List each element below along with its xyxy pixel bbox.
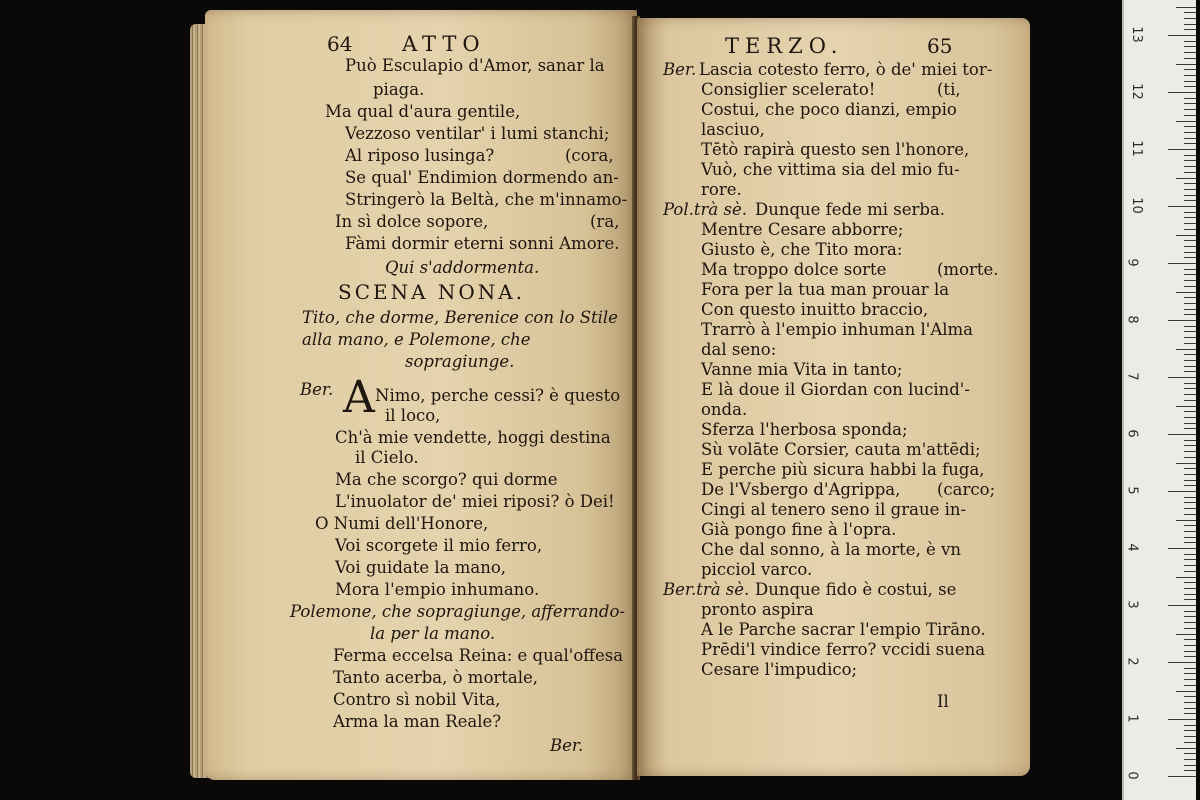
ruler-tick: [1184, 685, 1196, 686]
ruler-tick: [1184, 252, 1196, 253]
ruler-tick: [1184, 115, 1196, 116]
ruler-tick: [1184, 280, 1196, 281]
verse-line: Mentre Cesare abborre;: [701, 220, 904, 239]
ruler-tick: [1184, 400, 1196, 401]
ruler-tick: [1184, 616, 1196, 617]
verse-line: Può Esculapio d'Amor, sanar la: [345, 56, 605, 75]
scene-title: SCENA NONA.: [338, 280, 526, 304]
ruler-tick: [1184, 736, 1196, 737]
catchword: Il: [937, 692, 949, 711]
verse-line: Sferza l'herbosa sponda;: [701, 420, 908, 439]
verse-line: Fora per la tua man prouar la: [701, 280, 950, 299]
ruler-tick: [1184, 217, 1196, 218]
verse-line: Mora l'empio inhumano.: [335, 580, 540, 599]
ruler-label: 7: [1124, 372, 1140, 381]
ruler-label: 1: [1124, 714, 1140, 723]
ruler-tick: [1184, 514, 1196, 515]
ruler-tick: [1184, 286, 1196, 287]
verse-line: il loco,: [385, 406, 441, 425]
verse-line: Nimo, perche cessi? è questo: [375, 386, 621, 405]
left-page: [205, 10, 637, 780]
ruler-tick: [1184, 611, 1196, 612]
ruler-tick: [1176, 577, 1196, 578]
ruler-tick: [1168, 92, 1196, 93]
ruler-tick: [1184, 537, 1196, 538]
verse-line: Se qual' Endimion dormendo an-: [345, 168, 619, 187]
verse-line: pronto aspira: [701, 600, 814, 619]
verse-line: L'inuolator de' miei riposi? ò Dei!: [335, 492, 615, 511]
ruler-tick: [1184, 331, 1196, 332]
verse-line: lasciuo,: [701, 120, 765, 139]
ruler-tick: [1184, 12, 1196, 13]
ruler-tick: [1184, 98, 1196, 99]
ruler-tick: [1168, 491, 1196, 492]
ruler-tick: [1184, 269, 1196, 270]
ruler-tick: [1184, 651, 1196, 652]
verse-carryover: (carco;: [937, 480, 996, 499]
ruler-tick: [1184, 240, 1196, 241]
ruler-tick: [1184, 366, 1196, 367]
ruler-tick: [1176, 748, 1196, 749]
ruler-tick: [1184, 326, 1196, 327]
ruler-tick: [1176, 121, 1196, 122]
verse-line: Dunque fido è costui, se: [755, 580, 957, 599]
ruler-tick: [1184, 702, 1196, 703]
ruler-tick: [1184, 531, 1196, 532]
ruler-tick: [1184, 753, 1196, 754]
ruler-tick: [1184, 189, 1196, 190]
ruler-tick: [1184, 303, 1196, 304]
ruler-tick: [1184, 480, 1196, 481]
ruler-tick: [1184, 411, 1196, 412]
ruler-label: 12: [1128, 83, 1144, 100]
ruler-tick: [1184, 24, 1196, 25]
scene-description-line: Tito, che dorme, Berenice con lo Stile: [302, 308, 618, 327]
ruler-tick: [1184, 46, 1196, 47]
ruler-tick: [1184, 588, 1196, 589]
scene-description-line: alla mano, e Polemone, che: [302, 330, 531, 349]
stage-direction: la per la mano.: [370, 624, 496, 643]
ruler-tick: [1168, 605, 1196, 606]
verse-carryover: (ti,: [937, 80, 961, 99]
ruler-tick: [1184, 468, 1196, 469]
ruler-tick: [1184, 309, 1196, 310]
verse-line: Arma la man Reale?: [333, 712, 502, 731]
verse-line: Cingi al tenero seno il graue in-: [701, 500, 967, 519]
ruler-tick: [1184, 41, 1196, 42]
ruler-tick: [1184, 474, 1196, 475]
ruler-tick: [1184, 75, 1196, 76]
right-page: [637, 18, 1030, 776]
verse-line: O Numi dell'Honore,: [315, 514, 489, 533]
ruler-label: 4: [1124, 543, 1140, 552]
ruler-tick: [1184, 656, 1196, 657]
left-page-header: ATTO: [402, 32, 486, 56]
ruler-label: 3: [1124, 600, 1140, 609]
ruler-tick: [1184, 554, 1196, 555]
ruler-tick: [1168, 434, 1196, 435]
ruler-tick: [1184, 52, 1196, 53]
ruler-tick: [1184, 29, 1196, 30]
ruler-tick: [1184, 594, 1196, 595]
verse-line: Voi scorgete il mio ferro,: [335, 536, 543, 555]
verse-line: Che dal sonno, à la morte, è vn: [701, 540, 962, 559]
ruler-tick: [1184, 668, 1196, 669]
ruler-tick: [1184, 274, 1196, 275]
verse-line: Contro sì nobil Vita,: [333, 690, 501, 709]
ruler-tick: [1184, 155, 1196, 156]
ruler-tick: [1184, 138, 1196, 139]
ruler-tick: [1184, 622, 1196, 623]
stage-direction: Polemone, che sopragiunge, afferrando-: [290, 602, 625, 621]
ruler-tick: [1184, 571, 1196, 572]
ruler-tick: [1176, 235, 1196, 236]
ruler-label: 10: [1128, 197, 1144, 214]
verse-carryover: (morte.: [937, 260, 999, 279]
ruler-tick: [1176, 406, 1196, 407]
stage-direction: Qui s'addormenta.: [385, 258, 540, 277]
verse-line: Stringerò la Beltà, che m'innamo-: [345, 190, 628, 209]
ruler-label: 13: [1128, 26, 1144, 43]
ruler-tick: [1176, 691, 1196, 692]
verse-line: E perche più sicura habbi la fuga,: [701, 460, 985, 479]
ruler-label: 9: [1124, 258, 1140, 267]
verse-carryover: (ra,: [590, 212, 620, 231]
ruler-tick: [1184, 565, 1196, 566]
ruler-tick: [1184, 160, 1196, 161]
ruler-tick: [1184, 713, 1196, 714]
ruler-tick: [1184, 246, 1196, 247]
verse-line: Già pongo fine à l'opra.: [701, 520, 897, 539]
ruler-tick: [1184, 257, 1196, 258]
ruler-tick: [1184, 599, 1196, 600]
ruler-tick: [1184, 297, 1196, 298]
ruler-tick: [1184, 371, 1196, 372]
verse-carryover: (cora,: [565, 146, 614, 165]
ruler-tick: [1176, 178, 1196, 179]
ruler-tick: [1184, 440, 1196, 441]
ruler-tick: [1168, 776, 1196, 777]
ruler-tick: [1184, 383, 1196, 384]
ruler-tick: [1184, 394, 1196, 395]
ruler-tick: [1184, 86, 1196, 87]
verse-line: onda.: [701, 400, 748, 419]
ruler-tick: [1184, 485, 1196, 486]
right-page-header: TERZO.: [725, 34, 844, 58]
ruler-tick: [1184, 770, 1196, 771]
ruler-tick: [1184, 18, 1196, 19]
ruler-tick: [1184, 166, 1196, 167]
ruler-tick: [1176, 64, 1196, 65]
scene-description-line: sopragiunge.: [405, 352, 515, 371]
ruler-tick: [1184, 457, 1196, 458]
ruler-tick: [1184, 508, 1196, 509]
ruler-tick: [1176, 634, 1196, 635]
speaker-label: Ber.trà sè.: [663, 580, 750, 599]
ruler-tick: [1184, 360, 1196, 361]
ruler-tick: [1184, 126, 1196, 127]
ruler-tick: [1184, 417, 1196, 418]
verse-line: Fàmi dormir eterni sonni Amore.: [345, 234, 620, 253]
ruler-tick: [1184, 502, 1196, 503]
ruler-tick: [1176, 7, 1196, 8]
ruler-label: 6: [1124, 429, 1140, 438]
verse-line: Dunque fede mi serba.: [755, 200, 946, 219]
ruler-tick: [1184, 742, 1196, 743]
ruler-tick: [1176, 463, 1196, 464]
ruler-tick: [1184, 696, 1196, 697]
ruler-label: 8: [1124, 315, 1140, 324]
ruler-tick: [1184, 195, 1196, 196]
ruler-tick: [1184, 354, 1196, 355]
ruler-tick: [1184, 81, 1196, 82]
verse-line: Ferma eccelsa Reina: e qual'offesa: [333, 646, 624, 665]
ruler-tick: [1168, 662, 1196, 663]
ruler-tick: [1184, 343, 1196, 344]
verse-line: Costui, che poco dianzi, empio: [701, 100, 957, 119]
verse-line: il Cielo.: [355, 448, 419, 467]
verse-line: Prēdi'l vindice ferro? vccidi suena: [701, 640, 986, 659]
ruler-tick: [1184, 229, 1196, 230]
speaker-label: Ber.: [663, 60, 697, 79]
catchword: Ber.: [550, 736, 584, 755]
left-page-number: 64: [327, 32, 353, 56]
verse-line: Tanto acerba, ò mortale,: [333, 668, 539, 687]
ruler-tick: [1184, 388, 1196, 389]
verse-line: Giusto è, che Tito mora:: [701, 240, 903, 259]
ruler-tick: [1184, 497, 1196, 498]
ruler-tick: [1184, 428, 1196, 429]
verse-line: Ma qual d'aura gentile,: [325, 102, 521, 121]
ruler-tick: [1168, 206, 1196, 207]
verse-line: Voi guidate la mano,: [335, 558, 507, 577]
ruler-tick: [1184, 69, 1196, 70]
verse-line: dal seno:: [701, 340, 777, 359]
ruler-label: 0: [1124, 771, 1140, 780]
measurement-ruler: [1122, 0, 1196, 800]
ruler-tick: [1184, 451, 1196, 452]
ruler-tick: [1176, 349, 1196, 350]
verse-line: piaga.: [373, 80, 425, 99]
ruler-tick: [1184, 679, 1196, 680]
ruler-tick: [1184, 143, 1196, 144]
ruler-tick: [1168, 548, 1196, 549]
ruler-tick: [1184, 525, 1196, 526]
verse-line: Sù volāte Corsier, cauta m'attēdi;: [701, 440, 981, 459]
ruler-tick: [1168, 320, 1196, 321]
ruler-tick: [1184, 582, 1196, 583]
ruler-tick: [1184, 212, 1196, 213]
verse-line: Ma che scorgo? qui dorme: [335, 470, 558, 489]
ruler-label: 11: [1128, 140, 1144, 157]
ruler-tick: [1176, 292, 1196, 293]
ruler-tick: [1184, 132, 1196, 133]
verse-line: Lascia cotesto ferro, ò de' miei tor-: [699, 60, 993, 79]
ruler-tick: [1184, 200, 1196, 201]
verse-line: Con questo inuitto braccio,: [701, 300, 929, 319]
ruler-tick: [1184, 223, 1196, 224]
ruler-tick: [1184, 639, 1196, 640]
ruler-tick: [1184, 730, 1196, 731]
ruler-tick: [1168, 35, 1196, 36]
speaker-label: Ber.: [300, 380, 334, 399]
ruler-tick: [1184, 58, 1196, 59]
speaker-label: Pol.trà sè.: [663, 200, 747, 219]
ruler-tick: [1184, 645, 1196, 646]
ruler-tick: [1184, 183, 1196, 184]
ruler-tick: [1184, 314, 1196, 315]
verse-line: picciol varco.: [701, 560, 813, 579]
verse-line: Vezzoso ventilar' i lumi stanchi;: [345, 124, 610, 143]
ruler-tick: [1168, 263, 1196, 264]
verse-line: Tētò rapirà questo sen l'honore,: [701, 140, 970, 159]
verse-line: Ch'à mie vendette, hoggi destina: [335, 428, 611, 447]
ruler-tick: [1168, 149, 1196, 150]
verse-line: Trarrò à l'empio inhuman l'Alma: [701, 320, 974, 339]
right-page-number: 65: [927, 34, 953, 58]
ruler-tick: [1184, 628, 1196, 629]
verse-line: Cesare l'impudico;: [701, 660, 858, 679]
ruler-tick: [1184, 423, 1196, 424]
ruler-tick: [1184, 103, 1196, 104]
ruler-tick: [1184, 109, 1196, 110]
drop-cap: A: [343, 372, 375, 423]
ruler-tick: [1184, 673, 1196, 674]
ruler-label: 2: [1124, 657, 1140, 666]
ruler-tick: [1184, 542, 1196, 543]
verse-line: In sì dolce sopore,: [335, 212, 489, 231]
ruler-tick: [1184, 759, 1196, 760]
ruler-tick: [1176, 520, 1196, 521]
verse-line: Vuò, che vittima sia del mio fu-: [701, 160, 960, 179]
verse-line: E là doue il Giordan con lucind'-: [701, 380, 970, 399]
ruler-tick: [1184, 337, 1196, 338]
verse-line: Al riposo lusinga?: [345, 146, 495, 165]
ruler-tick: [1184, 445, 1196, 446]
ruler-tick: [1184, 708, 1196, 709]
verse-line: Ma troppo dolce sorte: [701, 260, 887, 279]
verse-line: Vanne mia Vita in tanto;: [701, 360, 903, 379]
verse-line: A le Parche sacrar l'empio Tirāno.: [701, 620, 986, 639]
ruler-tick: [1184, 725, 1196, 726]
verse-line: rore.: [701, 180, 742, 199]
ruler-label: 5: [1124, 486, 1140, 495]
ruler-tick: [1184, 172, 1196, 173]
verse-line: De l'Vsbergo d'Agrippa,: [701, 480, 901, 499]
ruler-tick: [1184, 559, 1196, 560]
verse-line: Consiglier scelerato!: [701, 80, 876, 99]
ruler-tick: [1184, 765, 1196, 766]
ruler-tick: [1168, 719, 1196, 720]
ruler-tick: [1168, 377, 1196, 378]
